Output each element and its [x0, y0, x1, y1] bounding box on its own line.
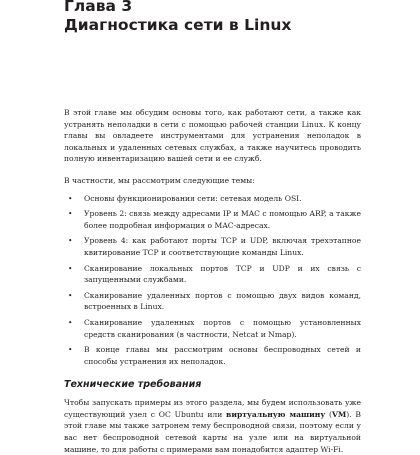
topics-lead: В частности, мы рассмотрим следующие темы:	[64, 175, 255, 185]
topic-item	[64, 263, 361, 286]
topic-item	[64, 208, 361, 231]
vm-term: виртуальную машину	[226, 409, 326, 419]
bullet-icon: •	[68, 317, 73, 327]
bullet-icon: •	[68, 236, 73, 246]
bullet-icon: •	[68, 193, 73, 203]
topic-item	[64, 290, 361, 313]
vm-abbr: VM	[331, 409, 347, 419]
topics-list	[64, 193, 361, 368]
bullet-icon: •	[68, 263, 73, 273]
bullet-icon: •	[68, 345, 73, 355]
chapter-body	[64, 107, 361, 455]
section-heading: Технические требования	[64, 379, 202, 391]
tech-requirements-paragraph	[64, 397, 361, 455]
topic-text: Основы функционирования сети: сетевая модель OSI.	[84, 193, 302, 203]
tech-text-paren-open: (	[325, 409, 332, 419]
topic-text: Уровень 2: связь между адресами IP и MAC с помощью ARP, а также более подробная информация о MAC-адресах.	[84, 209, 361, 230]
chapter-label: Глава 3	[64, 0, 133, 15]
topic-item	[64, 235, 361, 258]
intro-paragraph: В этой главе мы обсудим основы того, как работают сети, а также как устранять неполадки в сети с помощью рабочей станции Linux. К концу главы вы овладеете инструментами для устранения неполадок в локальных и удаленных сетевых службах, а также научитесь проводить полную инвентаризацию вашей сети и ее служб.	[64, 108, 361, 164]
topic-item	[64, 344, 361, 367]
topic-item	[64, 317, 361, 340]
topic-text: Уровень 4: как работают порты TCP и UDP, включая трехэтапное квитирование TCP и соответствующие команды Linux.	[84, 236, 361, 257]
topic-text: Сканирование локальных портов TCP и UDP и их связь с запущенными службами.	[84, 263, 361, 285]
topic-text: Сканирование удаленных портов с помощью двух видов команд, встроенных в Linux.	[84, 290, 361, 312]
chapter-title: Диагностика сети в Linux	[64, 16, 292, 34]
bullet-icon: •	[68, 290, 73, 300]
topic-item	[64, 193, 361, 205]
tech-text-start: Чтобы запускать примеры из этого раздела, мы будем использовать уже существующий узел с ОС Ubuntu или	[64, 398, 361, 419]
bullet-icon: •	[68, 209, 73, 219]
topic-text: В конце главы мы рассмотрим основы беспроводных сетей и способы устранения их неполадок.	[84, 345, 361, 366]
tech-text-end: ). В этой главе мы также затронем тему беспроводной связи, поэтому если у вас нет беспроводной сетевой карты на узле или на виртуальной машине, то для работы с примерами вам понадобится адаптер Wi-Fi.	[64, 409, 361, 454]
topic-text: Сканирование удаленных портов с помощью установленных средств сканирования (в частности, Netcat и Nmap).	[84, 317, 361, 339]
